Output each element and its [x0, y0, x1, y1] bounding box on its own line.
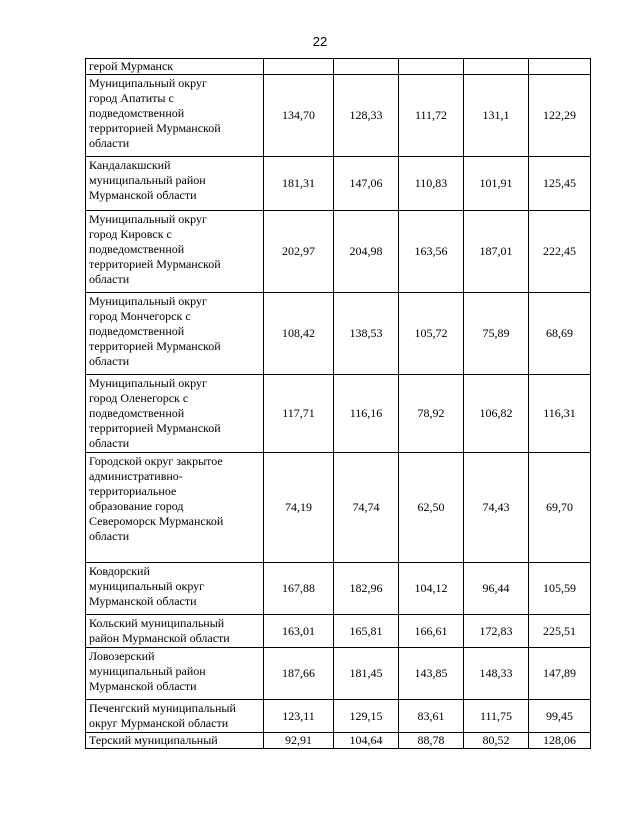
- value-cell: 148,33: [464, 648, 529, 700]
- value-cell: 134,70: [264, 75, 334, 157]
- value-cell: 116,31: [529, 375, 591, 453]
- table-row: [86, 453, 591, 563]
- value-cell: 74,43: [464, 453, 529, 563]
- value-cell: 68,69: [529, 293, 591, 375]
- table-row: [86, 700, 591, 733]
- table-row: [86, 157, 591, 211]
- value-cell: 111,75: [464, 700, 529, 733]
- value-cell: 88,78: [399, 733, 464, 749]
- value-cell: 117,71: [264, 375, 334, 453]
- value-cell: 163,01: [264, 615, 334, 648]
- value-cell: 83,61: [399, 700, 464, 733]
- value-cell: 167,88: [264, 563, 334, 615]
- value-cell: 181,45: [334, 648, 399, 700]
- table-row: [86, 375, 591, 453]
- table-row: [86, 615, 591, 648]
- value-cell: 78,92: [399, 375, 464, 453]
- value-cell: 122,29: [529, 75, 591, 157]
- value-cell: 182,96: [334, 563, 399, 615]
- table-row: [86, 563, 591, 615]
- table-row: [86, 733, 591, 749]
- value-cell: 143,85: [399, 648, 464, 700]
- value-cell: 163,56: [399, 211, 464, 293]
- value-cell: 104,12: [399, 563, 464, 615]
- value-cell: 128,06: [529, 733, 591, 749]
- municipality-name-cell: Печенгский муниципальный округ Мурманской области: [86, 700, 264, 733]
- municipality-name-cell: Городской округ закрытое административно- территориальное образование город Североморск Мурманской области: [86, 453, 264, 563]
- value-cell: 204,98: [334, 211, 399, 293]
- value-cell: 222,45: [529, 211, 591, 293]
- table-row: [86, 75, 591, 157]
- value-cell: 75,89: [464, 293, 529, 375]
- value-cell: 147,06: [334, 157, 399, 211]
- value-cell: 74,19: [264, 453, 334, 563]
- value-cell: 105,72: [399, 293, 464, 375]
- municipality-name-cell: Муниципальный округ город Апатиты с подведомственной территорией Мурманской области: [86, 75, 264, 157]
- value-cell: 106,82: [464, 375, 529, 453]
- table-row: [86, 59, 591, 75]
- value-cell: [399, 59, 464, 75]
- value-cell: 181,31: [264, 157, 334, 211]
- value-cell: 128,33: [334, 75, 399, 157]
- municipality-name-cell: Терский муниципальный: [86, 733, 264, 749]
- value-cell: 104,64: [334, 733, 399, 749]
- value-cell: 110,83: [399, 157, 464, 211]
- value-cell: 111,72: [399, 75, 464, 157]
- value-cell: 129,15: [334, 700, 399, 733]
- table-row: [86, 293, 591, 375]
- value-cell: 131,1: [464, 75, 529, 157]
- municipality-name-cell: Ловозерский муниципальный район Мурманской области: [86, 648, 264, 700]
- value-cell: 138,53: [334, 293, 399, 375]
- value-cell: 96,44: [464, 563, 529, 615]
- value-cell: 172,83: [464, 615, 529, 648]
- value-cell: 125,45: [529, 157, 591, 211]
- municipality-name-cell: Муниципальный округ город Оленегорск с подведомственной территорией Мурманской области: [86, 375, 264, 453]
- page-number: 22: [312, 34, 328, 49]
- value-cell: 147,89: [529, 648, 591, 700]
- value-cell: 101,91: [464, 157, 529, 211]
- value-cell: 99,45: [529, 700, 591, 733]
- value-cell: [464, 59, 529, 75]
- value-cell: 166,61: [399, 615, 464, 648]
- value-cell: [529, 59, 591, 75]
- value-cell: 74,74: [334, 453, 399, 563]
- table-row: [86, 648, 591, 700]
- municipality-name-cell: Муниципальный округ город Мончегорск с подведомственной территорией Мурманской области: [86, 293, 264, 375]
- value-cell: 202,97: [264, 211, 334, 293]
- municipality-name-cell: Кандалакшский муниципальный район Мурманской области: [86, 157, 264, 211]
- value-cell: 225,51: [529, 615, 591, 648]
- municipality-name-cell: Ковдорский муниципальный округ Мурманской области: [86, 563, 264, 615]
- value-cell: 80,52: [464, 733, 529, 749]
- value-cell: 165,81: [334, 615, 399, 648]
- value-cell: 187,66: [264, 648, 334, 700]
- table-row: [86, 211, 591, 293]
- value-cell: 108,42: [264, 293, 334, 375]
- value-cell: 92,91: [264, 733, 334, 749]
- value-cell: 105,59: [529, 563, 591, 615]
- municipal-data-table: [85, 58, 591, 749]
- value-cell: 123,11: [264, 700, 334, 733]
- municipality-name-cell: Кольский муниципальный район Мурманской области: [86, 615, 264, 648]
- value-cell: 69,70: [529, 453, 591, 563]
- value-cell: 62,50: [399, 453, 464, 563]
- value-cell: 187,01: [464, 211, 529, 293]
- table-body: [86, 59, 591, 749]
- value-cell: [334, 59, 399, 75]
- value-cell: [264, 59, 334, 75]
- municipality-name-cell: герой Мурманск: [86, 59, 264, 75]
- municipality-name-cell: Муниципальный округ город Кировск с подведомственной территорией Мурманской области: [86, 211, 264, 293]
- value-cell: 116,16: [334, 375, 399, 453]
